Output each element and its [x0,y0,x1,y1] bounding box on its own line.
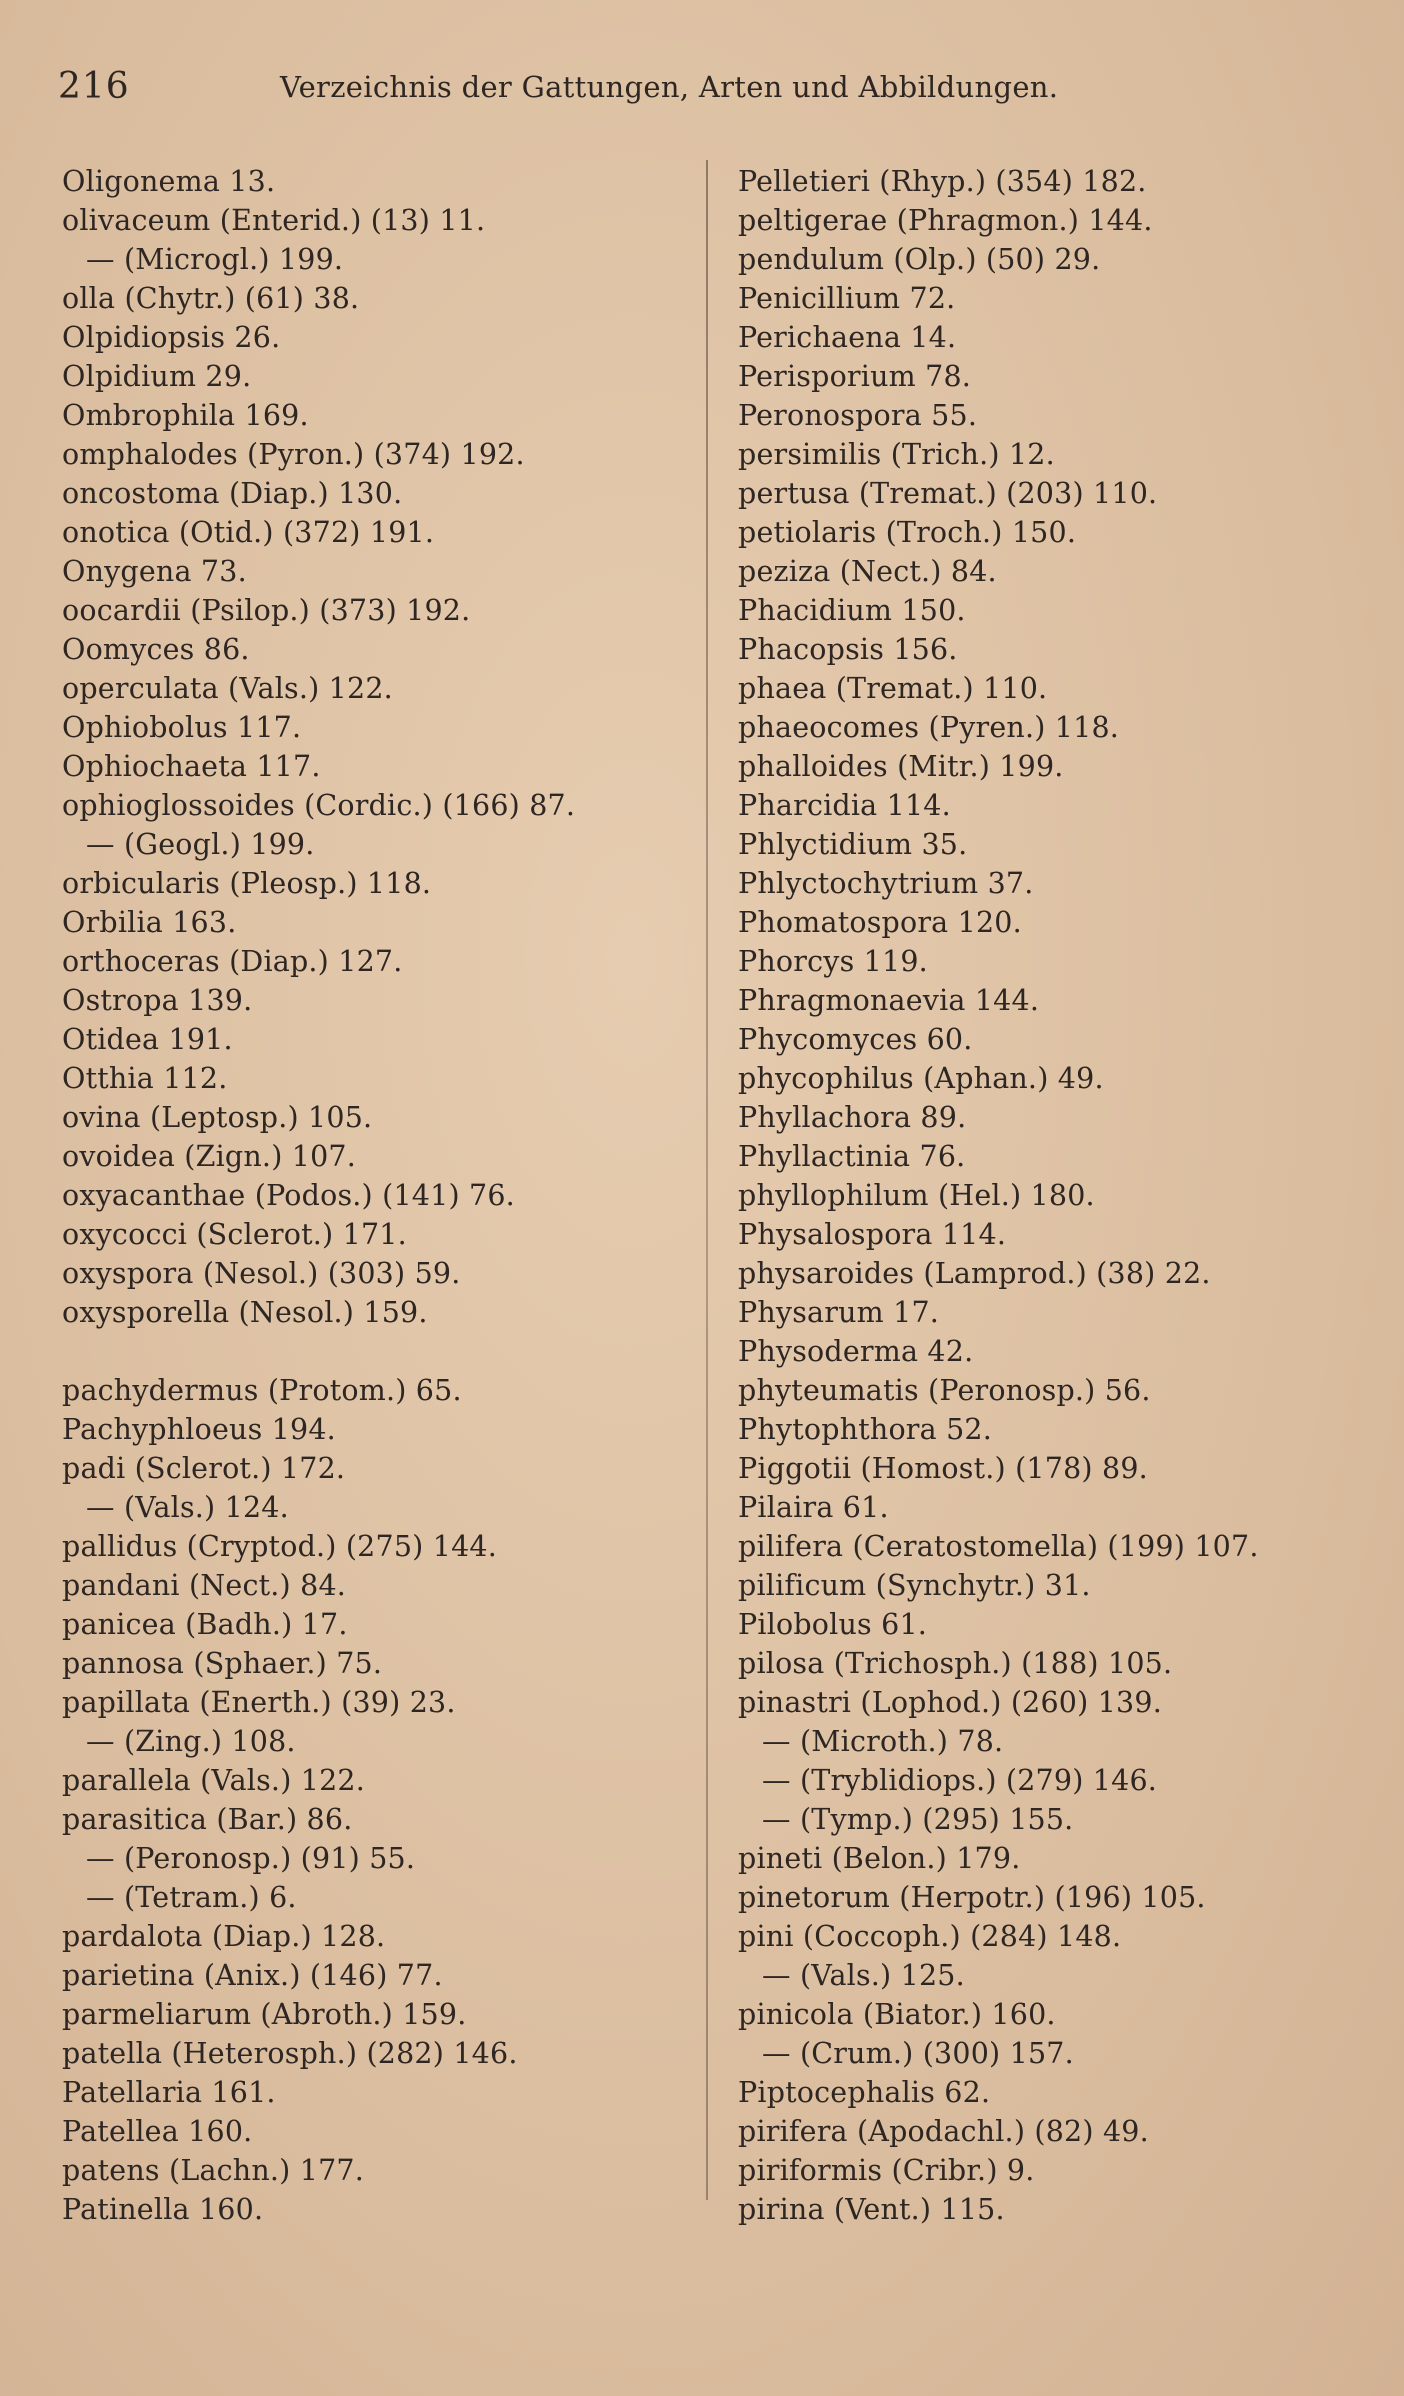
index-subentry: — (Tryblidiops.) (279) 146. [762,1764,1158,1797]
index-entry: parasitica (Bar.) 86. [62,1803,353,1836]
index-entry: Phragmonaevia 144. [738,984,1040,1017]
index-entry: Phyllactinia 76. [738,1140,966,1173]
index-entry: Piggotii (Homost.) (178) 89. [738,1452,1148,1485]
index-entry: Patellea 160. [62,2115,253,2148]
index-entry: oxyacanthae (Podos.) (141) 76. [62,1179,515,1212]
index-entry: Phlyctidium 35. [738,828,968,861]
index-entry: orbicularis (Pleosp.) 118. [62,867,432,900]
index-entry: Physalospora 114. [738,1218,1007,1251]
index-entry: Onygena 73. [62,555,247,588]
index-entry: Orbilia 163. [62,906,237,939]
index-entry: Penicillium 72. [738,282,956,315]
index-entry: oocardii (Psilop.) (373) 192. [62,594,471,627]
index-entry: ovoidea (Zign.) 107. [62,1140,357,1173]
index-entry: Oomyces 86. [62,633,250,666]
index-entry: orthoceras (Diap.) 127. [62,945,403,978]
index-entry: persimilis (Trich.) 12. [738,438,1055,471]
section-gap [62,1332,702,1371]
index-subentry: — (Microth.) 78. [762,1725,1004,1758]
index-entry: phaeocomes (Pyren.) 118. [738,711,1120,744]
index-entry: parietina (Anix.) (146) 77. [62,1959,443,1992]
index-entry: phaea (Tremat.) 110. [738,672,1048,705]
index-column-right [738,162,1388,2229]
index-entry: pilifera (Ceratostomella) (199) 107. [738,1530,1259,1563]
index-entry: Patinella 160. [62,2193,264,2226]
index-entry: olla (Chytr.) (61) 38. [62,282,360,315]
index-entry: Ombrophila 169. [62,399,309,432]
index-entry: Ostropa 139. [62,984,253,1017]
index-entry: pinetorum (Herpotr.) (196) 105. [738,1881,1206,1914]
index-entry: Phycomyces 60. [738,1023,973,1056]
index-entry: Otthia 112. [62,1062,228,1095]
index-entry: operculata (Vals.) 122. [62,672,393,705]
index-entry: Phorcys 119. [738,945,928,978]
index-entry: Phlyctochytrium 37. [738,867,1034,900]
index-entry: Patellaria 161. [62,2076,276,2109]
index-entry: Ophiobolus 117. [62,711,302,744]
index-subentry: — (Vals.) 125. [762,1959,965,1992]
running-title: Verzeichnis der Gattungen, Arten und Abbildungen. [280,70,1059,104]
index-entry: phycophilus (Aphan.) 49. [738,1062,1104,1095]
index-entry: pilificum (Synchytr.) 31. [738,1569,1091,1602]
index-entry: patella (Heterosph.) (282) 146. [62,2037,518,2070]
index-entry: parallela (Vals.) 122. [62,1764,366,1797]
index-entry: Pharcidia 114. [738,789,951,822]
index-entry: phyteumatis (Peronosp.) 56. [738,1374,1151,1407]
index-entry: Physarum 17. [738,1296,940,1329]
index-entry: Olpidiopsis 26. [62,321,281,354]
index-subentry: — (Crum.) (300) 157. [762,2037,1074,2070]
index-entry: Pelletieri (Rhyp.) (354) 182. [738,165,1147,198]
index-entry: Oligonema 13. [62,165,276,198]
index-subentry: — (Tetram.) 6. [86,1881,297,1914]
index-entry: peziza (Nect.) 84. [738,555,997,588]
index-entry: pirifera (Apodachl.) (82) 49. [738,2115,1149,2148]
index-entry: oxycocci (Sclerot.) 171. [62,1218,407,1251]
index-entry: piriformis (Cribr.) 9. [738,2154,1035,2187]
index-entry: Phytophthora 52. [738,1413,993,1446]
index-entry: Perisporium 78. [738,360,972,393]
index-entry: onotica (Otid.) (372) 191. [62,516,435,549]
index-entry: oncostoma (Diap.) 130. [62,477,403,510]
index-entry: phalloides (Mitr.) 199. [738,750,1064,783]
index-entry: ovina (Leptosp.) 105. [62,1101,373,1134]
index-entry: Phacidium 150. [738,594,966,627]
index-entry: olivaceum (Enterid.) (13) 11. [62,204,486,237]
page-number: 216 [58,66,130,107]
index-entry: Piptocephalis 62. [738,2076,991,2109]
index-entry: Ophiochaeta 117. [62,750,321,783]
index-entry: pallidus (Cryptod.) (275) 144. [62,1530,498,1563]
index-entry: Olpidium 29. [62,360,252,393]
index-entry: pini (Coccoph.) (284) 148. [738,1920,1122,1953]
index-entry: patens (Lachn.) 177. [62,2154,364,2187]
index-entry: peltigerae (Phragmon.) 144. [738,204,1153,237]
index-entry: Pilobolus 61. [738,1608,928,1641]
index-entry: physaroides (Lamprod.) (38) 22. [738,1257,1211,1290]
index-subentry: — (Zing.) 108. [86,1725,296,1758]
index-entry: Perichaena 14. [738,321,957,354]
index-entry: Otidea 191. [62,1023,233,1056]
index-subentry: — (Tymp.) (295) 155. [762,1803,1074,1836]
index-entry: Pachyphloeus 194. [62,1413,336,1446]
index-entry: pendulum (Olp.) (50) 29. [738,243,1101,276]
index-entry: pirina (Vent.) 115. [738,2193,1005,2226]
index-entry: pardalota (Diap.) 128. [62,1920,386,1953]
index-entry: pineti (Belon.) 179. [738,1842,1021,1875]
index-entry: Peronospora 55. [738,399,978,432]
column-divider [706,160,708,2200]
index-entry: Phacopsis 156. [738,633,958,666]
index-entry: parmeliarum (Abroth.) 159. [62,1998,467,2031]
index-subentry: — (Geogl.) 199. [86,828,315,861]
index-entry: omphalodes (Pyron.) (374) 192. [62,438,525,471]
index-entry: ophioglossoides (Cordic.) (166) 87. [62,789,576,822]
index-entry: pertusa (Tremat.) (203) 110. [738,477,1158,510]
index-entry: Phyllachora 89. [738,1101,967,1134]
index-entry: papillata (Enerth.) (39) 23. [62,1686,456,1719]
index-entry: pilosa (Trichosph.) (188) 105. [738,1647,1173,1680]
index-entry: pannosa (Sphaer.) 75. [62,1647,383,1680]
index-column-left [62,162,702,2229]
index-subentry: — (Peronosp.) (91) 55. [86,1842,416,1875]
index-entry: pandani (Nect.) 84. [62,1569,347,1602]
index-entry: pachydermus (Protom.) 65. [62,1374,462,1407]
index-entry: petiolaris (Troch.) 150. [738,516,1077,549]
index-entry: Physoderma 42. [738,1335,974,1368]
index-subentry: — (Microgl.) 199. [86,243,344,276]
index-entry: pinastri (Lophod.) (260) 139. [738,1686,1162,1719]
index-entry: Pilaira 61. [738,1491,889,1524]
index-entry: phyllophilum (Hel.) 180. [738,1179,1095,1212]
index-entry: padi (Sclerot.) 172. [62,1452,346,1485]
index-subentry: — (Vals.) 124. [86,1491,289,1524]
index-entry: Phomatospora 120. [738,906,1022,939]
index-entry: panicea (Badh.) 17. [62,1608,348,1641]
index-entry: pinicola (Biator.) 160. [738,1998,1056,2031]
index-entry: oxysporella (Nesol.) 159. [62,1296,428,1329]
index-entry: oxyspora (Nesol.) (303) 59. [62,1257,461,1290]
